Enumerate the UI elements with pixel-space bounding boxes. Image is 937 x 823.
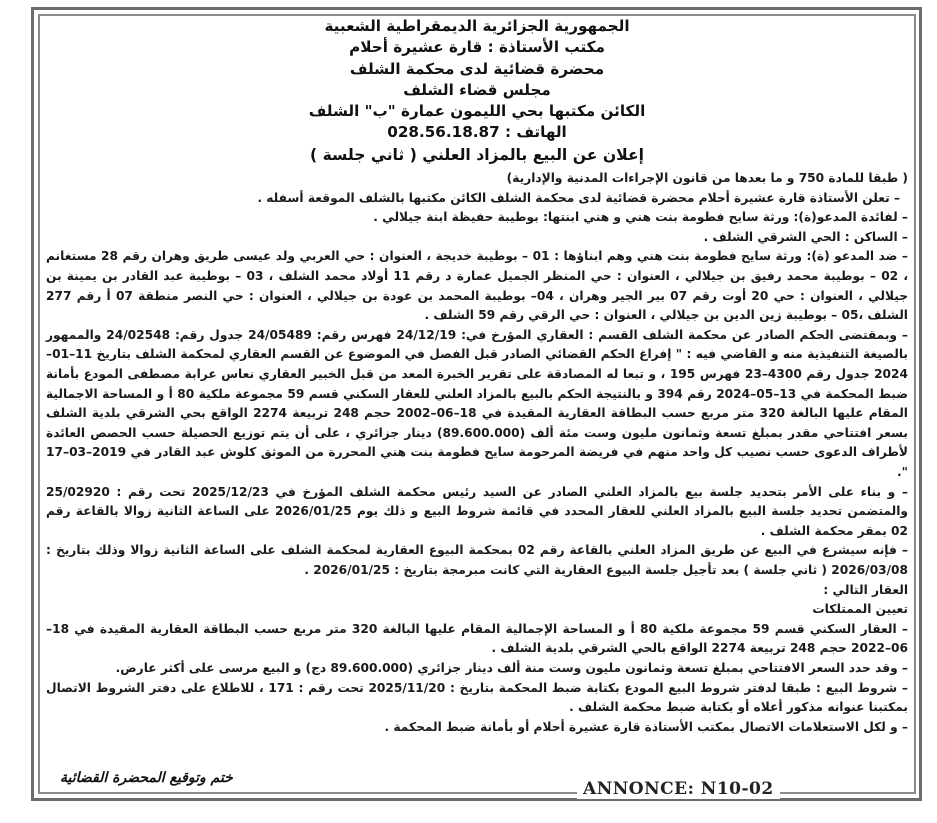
bailiff-title: محضرة قضائية لدى محكمة الشلف — [349, 59, 605, 78]
sale-schedule: – فإنه سيشرع في البيع عن طريق المزاد العلني بالقاعة رقم 02 بمحكمة البيوع العقارية لمحكمة الشلف على الساعة الثانية زوالا وذلك بتاريخ : 2026/03/08 ( ثاني جلسة ) بعد تأجيل جلسة البيوع العقارية التي كانت مبرمجة بتاريخ : 2026/01/25 . — [46, 543, 909, 577]
annonce-number: ANNONCE: N10-02 — [577, 779, 780, 799]
sale-conditions: – شروط البيع : طبقا لدفتر شروط البيع المودع بكتابة ضبط المحكمة بتاريخ : 2025/11/20 تحت رقم : 171 ، للاطلاع على دفتر الشروط الاتصال بمكتبنا عنوانه مذكور أعلاه أو بكتابة ضبط محكمة الشلف . — [46, 680, 908, 715]
property-heading: تعيين الممتلكات — [812, 602, 908, 617]
office-name: مكتب الأستاذة : قارة عشيرة أحلام — [349, 38, 605, 57]
inquiries: – و لكل الاستعلامات الاتصال بمكتب الأستاذة قارة عشيرة أحلام أو بأمانة ضبط المحكمة . — [384, 719, 908, 734]
announcement-intro: – تعلن الأستاذة قارة عشيرة أحلام محضرة قضائية لدى محكمة الشلف الكائن مكتبها بالشلف الموقعة أسفله . — [257, 190, 900, 205]
signature-label: ختم وتوقيع المحضرة القضائية — [60, 770, 233, 786]
beneficiary-address: – الساكن : الحي الشرقي الشلف . — [703, 229, 908, 244]
court-council: مجلس قضاء الشلف — [403, 80, 551, 99]
republic-name: الجمهورية الجزائرية الديمقراطية الشعبية — [324, 17, 630, 35]
opening-price: – وقد حدد السعر الافتتاحي بمبلغ تسعة وثمانون مليون وست منة ألف دينار جزائري (89.600.000 دج) و البيع مرسى على أكثر عارض. — [115, 660, 908, 675]
bottom-rule — [31, 798, 922, 801]
notice-header — [46, 16, 908, 166]
notice-content — [46, 16, 908, 737]
property-description: – العقار السكني قسم 59 مجموعة ملكية 80 أ و المساحة الإجمالية المقام عليها البالغة 320 متر مربع حسب البطاقة العقارية المقيدة في 18–06–2022 حجم 248 تربيعة 2274 الواقع بالحي الشرقي بلدية الشلف . — [46, 621, 908, 656]
court-judgment: – وبمقتضى الحكم الصادر عن محكمة الشلف القسم : العقاري المؤرخ في: 24/12/19 فهرس رقم: 24/05489 جدول رقم: 24/02548 والممهور بالصيغة التنفيذية منه و القاضي فيه : " إفراغ الحكم القضائي الصادر قبل الفصل في الموضوع عن القسم العقاري لمحكمة الشلف بتاريخ 11–01–2024 جدول رقم 4300–23 فهرس 195 ، و تبعا له المصادقة على تقرير الخبرة المعد من قبل الخبير العقاري نعاس عرابة مصطفى المودع بأمانة ضبط المحكمة في 13–05–2024 رقم 394 و بالنتيجة الحكم بالبيع بالمزاد العلني للعقار السكني قسم 59 مجموعة ملكية 80 أ و المساحة الاجمالية المقام عليها البالغة 320 متر مربع حسب البطاقة العقارية المقيدة في 18–06–2002 حجم 248 تربيعة 2274 الواقع بحي الشرقي بلدية الشلف بسعر افتتاحي مقدر بمبلغ تسعة وثمانون مليون وست مئة ألف (89.600.000) دينار جزائري ، على أن يتم توزيع الحصيلة حسب الحصص العائدة لأطراف الدعوى حسب نصيب كل واحد منهم في فريضة المرحومة سايح فطومة بنت هني المحررة من الموثق كلوش عبد القادر في 2019–03–17 ". — [46, 327, 909, 479]
defendants: – ضد المدعو (ة): ورثة سايح فطومة بنت هني وهم ابناؤها : 01 – بوطيبة خديجة ، العنوان : حي العربي ولد عيسى طريق وهران رقم 28 مستغانم ، 02 – بوطيبة محمد رفيق بن جيلالي ، العنوان : حي المنظر الجميل عمارة د رقم 11 أولاد محمد الشلف ، 03 – بوطيبة عبد القادر بن يمينة بن جيلالي ، العنوان : حي 20 أوت رقم 07 بير الجير وهران ، 04– بوطيبة المحمد بن عودة بن جيلالي ، العنوان : حي النصر منطقة 07 أ رقم 277 الشلف ،05 – بوطيبة زين الدين بن جيلالي ، العنوان : حي الرقي رقم 59 الشلف . — [46, 249, 908, 323]
beneficiary: – لفائدة المدعو(ة): ورثة سايح فطومة بنت هني و هني ابنتها: بوطيبة حفيظة ابنة جيلالي . — [373, 210, 908, 225]
session-order: – و بناء على الأمر بتحديد جلسة بيع بالمزاد العلني الصادر عن السيد رئيس محكمة الشلف المؤرخ في 2025/12/23 تحت رقم : 25/02920 والمتضمن تحديد جلسة البيع بالمزاد العلني للعقار المحدد في قائمة شروط البيع و ذلك يوم 2026/01/25 على الساعة الثانية زوالا بالقاعة رقم 02 بمقر محكمة الشلف . — [46, 484, 908, 538]
notice-title: إعلان عن البيع بالمزاد العلني ( ثاني جلسة ) — [310, 145, 644, 164]
office-phone: الهاتف : 028.56.18.87 — [387, 123, 567, 142]
office-address: الكائن مكتبها بحي الليمون عمارة "ب" الشلف — [308, 102, 646, 121]
property-label: العقار التالي : — [823, 582, 908, 597]
notice-body — [46, 169, 908, 737]
legal-basis: ( طبقا للمادة 750 و ما بعدها من قانون الإجراءات المدنية والإدارية) — [506, 171, 908, 186]
